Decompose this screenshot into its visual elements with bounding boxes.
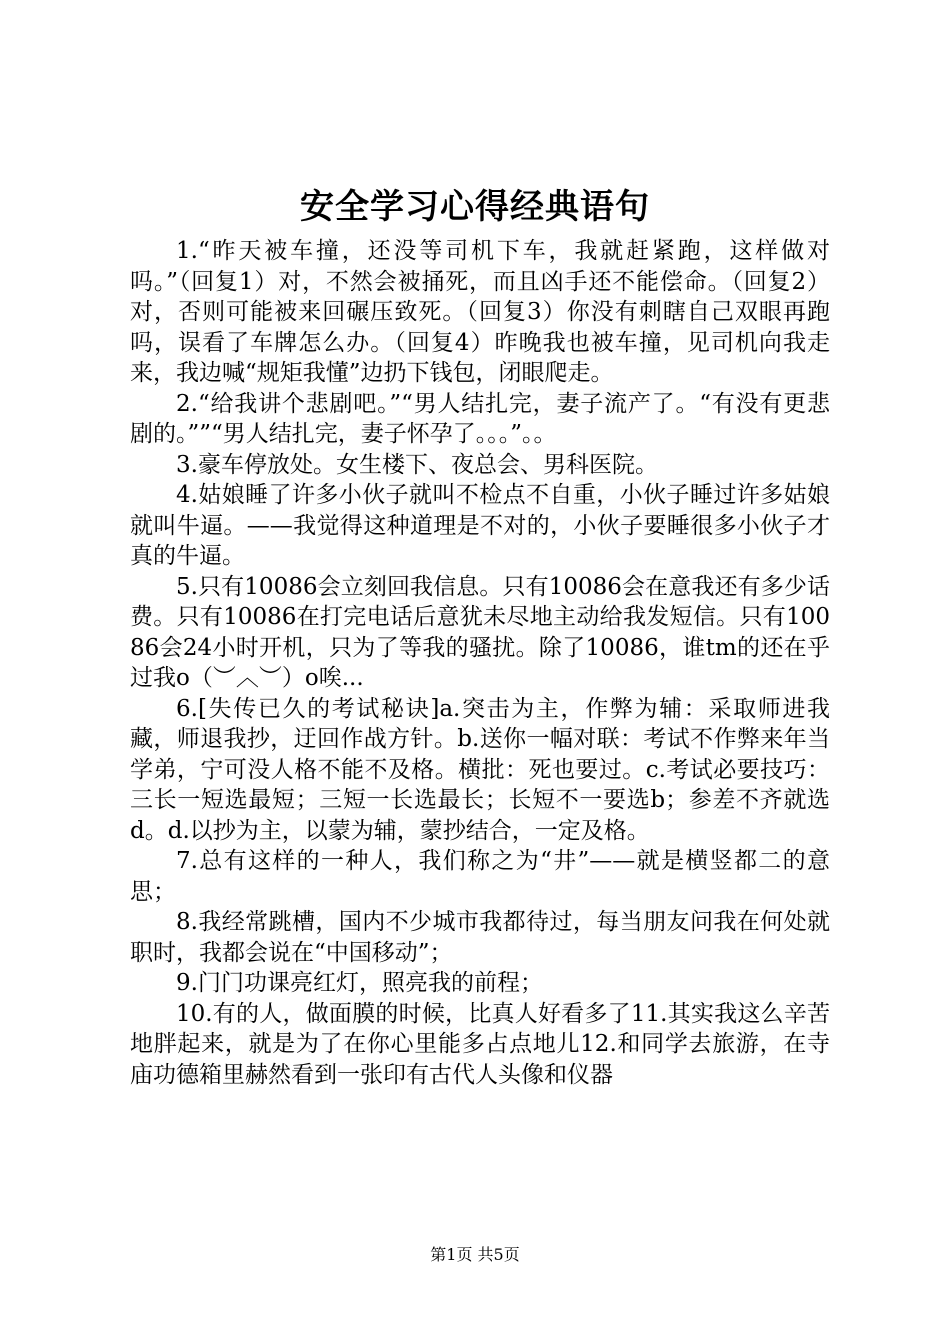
paragraph-7: 7.总有这样的一种人，我们称之为“井”——就是横竖都二的意思； (130, 848, 830, 905)
paragraph-5: 5.只有10086会立刻回我信息。只有10086会在意我还有多少话费。只有10086在打完电话后意犹未尽地主动给我发短信。只有10086会24小时开机，只为了等我的骚扰。除了10086，谁tm的还在乎过我o（︶︿︶）o唉... (130, 573, 830, 691)
paragraph-3: 3.豪车停放处。女生楼下、夜总会、男科医院。 (176, 451, 658, 478)
paragraph-8: 8.我经常跳槽，国内不少城市我都待过，每当朋友问我在何处就职时，我都会说在“中国移动”； (130, 909, 830, 966)
paragraph-1: 1.“昨天被车撞，还没等司机下车，我就赶紧跑，这样做对吗。”（回复1）对，不然会被捅死，而且凶手还不能偿命。（回复2）对，否则可能被来回碾压致死。（回复3）你没有刺瞎自己双眼再跑吗，误看了车牌怎么办。（回复4）昨晚我也被车撞，见司机向我走来，我边喊“规矩我懂”边扔下钱包，闭眼爬走。 (130, 238, 830, 386)
document-body (130, 236, 830, 1090)
page-number-footer: 第1页 共5页 (430, 1245, 520, 1264)
paragraph-4: 4.姑娘睡了许多小伙子就叫不检点不自重，小伙子睡过许多姑娘就叫牛逼。——我觉得这种道理是不对的，小伙子要睡很多小伙子才真的牛逼。 (130, 482, 830, 569)
paragraph-10: 10.有的人，做面膜的时候，比真人好看多了11.其实我这么辛苦地胖起来，就是为了在你心里能多占点地儿12.和同学去旅游，在寺庙功德箱里赫然看到一张印有古代人头像和仪器 (130, 1000, 830, 1088)
paragraph-2: 2.“给我讲个悲剧吧。”“男人结扎完，妻子流产了。“有没有更悲剧的。””“男人结扎完，妻子怀孕了。。。”。。 (130, 390, 830, 447)
document-title: 安全学习心得经典语句 (300, 187, 650, 227)
paragraph-9: 9.门门功课亮红灯，照亮我的前程； (176, 970, 543, 996)
paragraph-6: 6.[失传已久的考试秘诀]a.突击为主，作弊为辅：采取师进我藏，师退我抄，迂回作战方针。b.送你一幅对联：考试不作弊来年当学弟，宁可没人格不能不及格。横批：死也要过。c.考试必要技巧：三长一短选最短；三短一长选最长；长短不一要选b；参差不齐就选d。d.以抄为主，以蒙为辅，蒙抄结合，一定及格。 (130, 695, 830, 844)
